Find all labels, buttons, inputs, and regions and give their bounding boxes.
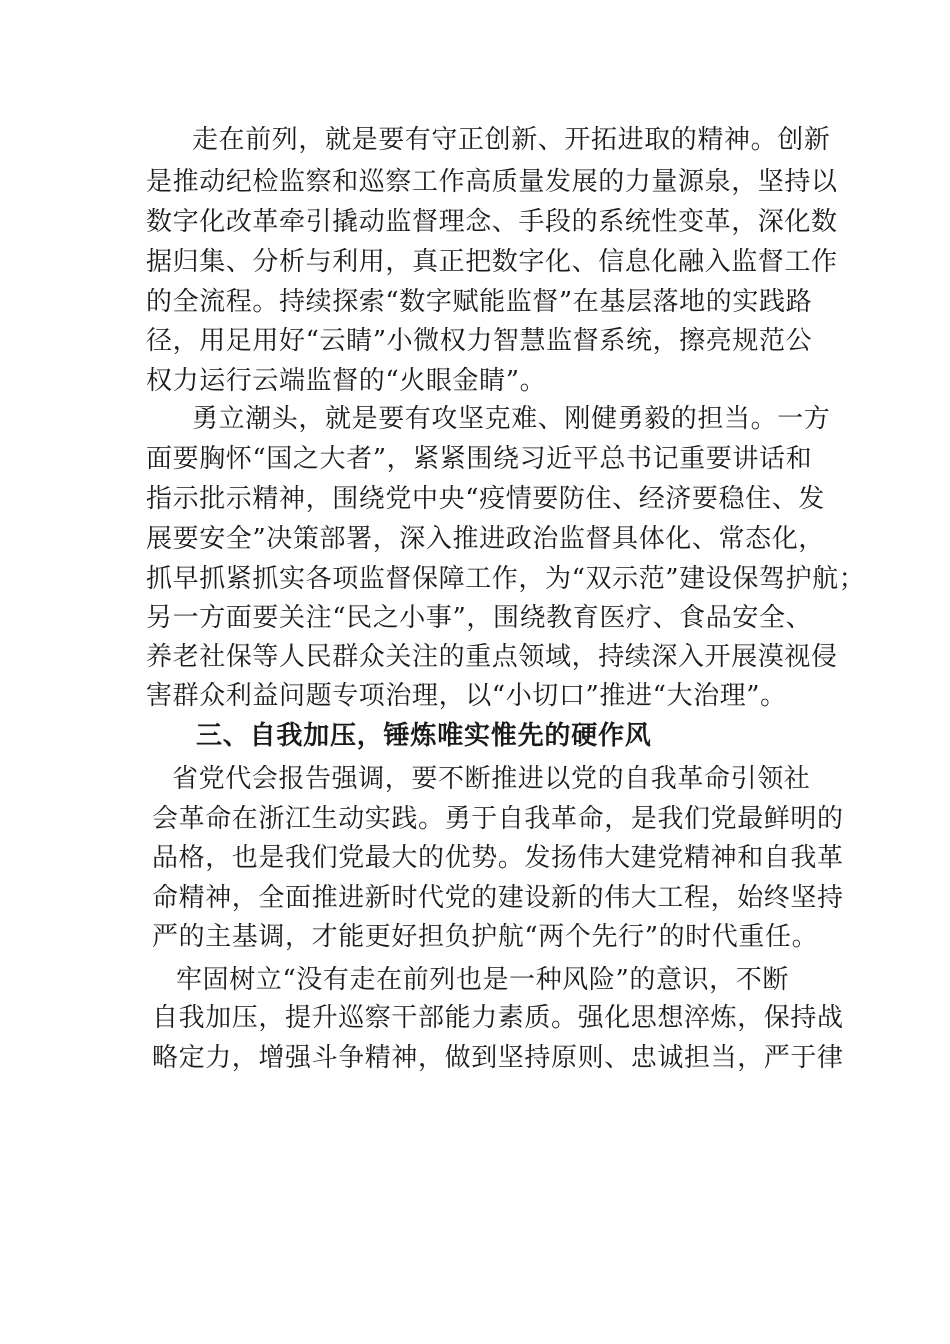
text-line: 走在前列，就是要有守正创新、开拓进取的精神。创新 bbox=[192, 125, 831, 155]
text-line: 害群众利益问题专项治理，以“小切口”推进“大治理”。 bbox=[146, 681, 787, 711]
text-line: 展要安全”决策部署，深入推进政治监督具体化、常态化， bbox=[146, 524, 825, 554]
section-heading: 三、自我加压，锤炼唯实惟先的硬作风 bbox=[196, 721, 652, 751]
text-line: 权力运行云端监督的“火眼金睛”。 bbox=[146, 366, 547, 396]
text-line: 命精神，全面推进新时代党的建设新的伟大工程，始终坚持 bbox=[152, 883, 844, 913]
text-line: 径，用足用好“云睛”小微权力智慧监督系统，擦亮规范公 bbox=[146, 326, 813, 356]
text-line: 品格，也是我们党最大的优势。发扬伟大建党精神和自我革 bbox=[152, 843, 844, 873]
text-line: 略定力，增强斗争精神，做到坚持原则、忠诚担当，严于律 bbox=[152, 1043, 844, 1073]
text-line: 勇立潮头，就是要有攻坚克难、刚健勇毅的担当。一方 bbox=[192, 404, 831, 434]
text-line: 的全流程。持续探索“数字赋能监督”在基层落地的实践路 bbox=[146, 287, 813, 317]
text-line: 严的主基调，才能更好担负护航“两个先行”的时代重任。 bbox=[152, 922, 819, 952]
text-line: 指示批示精神，围绕党中央“疫情要防住、经济要稳住、发 bbox=[146, 484, 825, 514]
text-line: 数字化改革牵引撬动监督理念、手段的系统性变革，深化数 bbox=[146, 207, 838, 237]
text-line: 会革命在浙江生动实践。勇于自我革命，是我们党最鲜明的 bbox=[152, 804, 844, 834]
text-line: 养老社保等人民群众关注的重点领域，持续深入开展漠视侵 bbox=[146, 642, 838, 672]
text-line: 据归集、分析与利用，真正把数字化、信息化融入监督工作 bbox=[146, 247, 838, 277]
text-line: 面要胸怀“国之大者”，紧紧围绕习近平总书记重要讲话和 bbox=[146, 444, 813, 474]
text-line: 抓早抓紧抓实各项监督保障工作，为“双示范”建设保驾护航； bbox=[146, 564, 866, 594]
text-line: 是推动纪检监察和巡察工作高质量发展的力量源泉，坚持以 bbox=[146, 167, 838, 197]
text-line: 省党代会报告强调，要不断推进以党的自我革命引领社 bbox=[172, 764, 811, 794]
text-line: 自我加压，提升巡察干部能力素质。强化思想淬炼，保持战 bbox=[152, 1003, 844, 1033]
text-line: 另一方面要关注“民之小事”，围绕教育医疗、食品安全、 bbox=[146, 603, 813, 633]
text-line: 牢固树立“没有走在前列也是一种风险”的意识，不断 bbox=[176, 965, 789, 995]
